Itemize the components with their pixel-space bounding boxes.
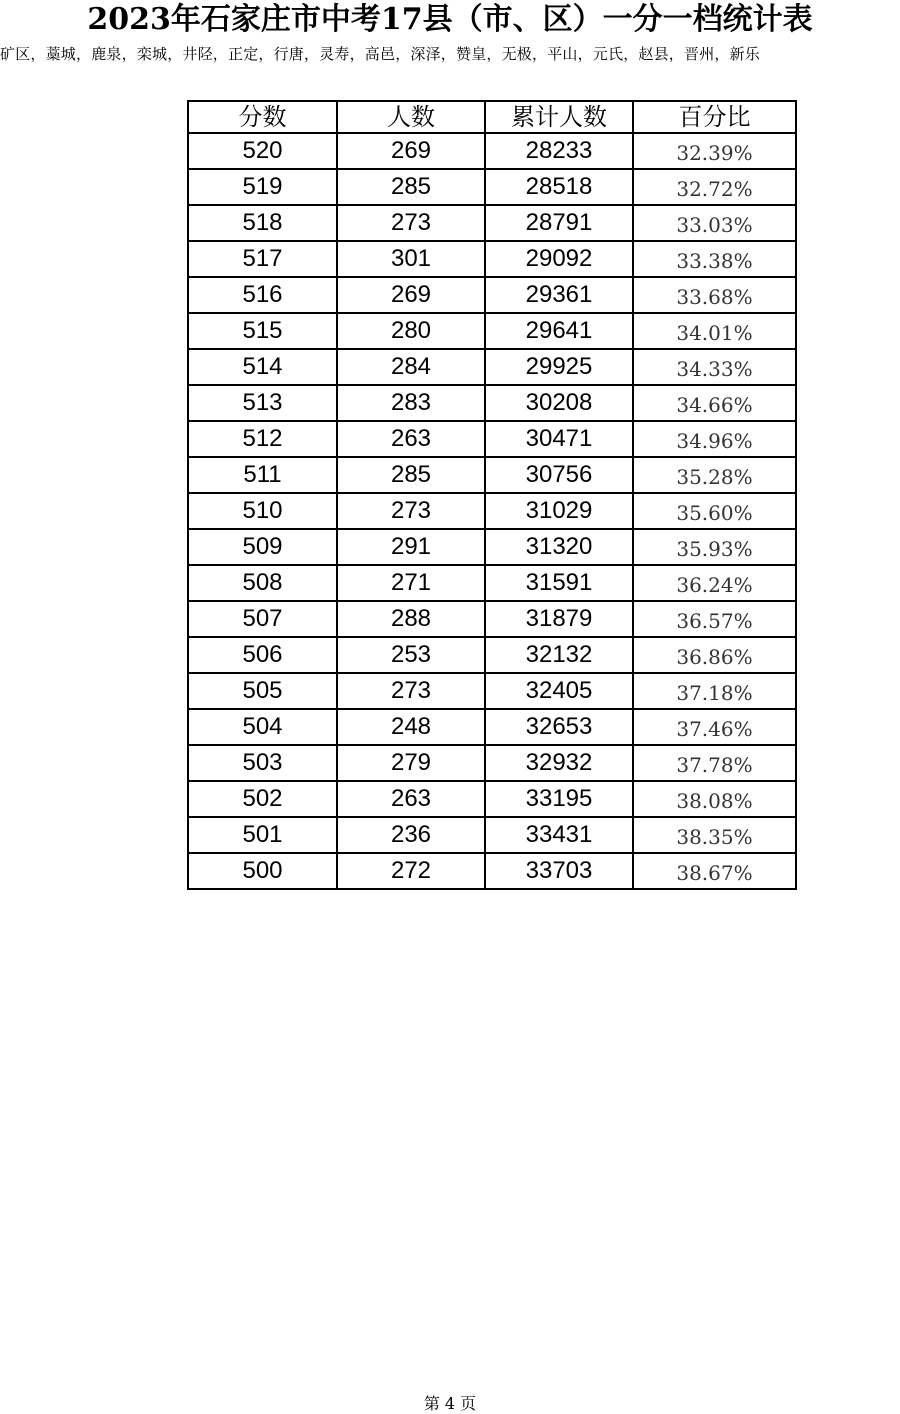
score-cell: 508 [188,565,337,601]
cumulative-cell: 31029 [485,493,633,529]
score-cell: 510 [188,493,337,529]
score-cell: 514 [188,349,337,385]
count-cell: 291 [337,529,485,565]
score-cell: 518 [188,205,337,241]
count-cell: 284 [337,349,485,385]
table-row [188,241,796,277]
count-cell: 301 [337,241,485,277]
table-row [188,709,796,745]
cumulative-cell: 33431 [485,817,633,853]
percent-cell: 33.68% [633,277,796,313]
count-cell: 273 [337,673,485,709]
score-cell: 503 [188,745,337,781]
cumulative-cell: 31320 [485,529,633,565]
cumulative-cell: 30471 [485,421,633,457]
percent-cell: 35.28% [633,457,796,493]
score-cell: 511 [188,457,337,493]
district-list: 矿区，藁城，鹿泉，栾城，井陉，正定，行唐，灵寿，高邑，深泽，赞皇，无极，平山，元氏，赵县，晋州，新乐 [0,45,761,63]
percent-cell: 34.66% [633,385,796,421]
cumulative-cell: 32653 [485,709,633,745]
score-cell: 506 [188,637,337,673]
cumulative-cell: 29361 [485,277,633,313]
cumulative-cell: 29092 [485,241,633,277]
percent-cell: 34.33% [633,349,796,385]
score-cell: 519 [188,169,337,205]
table-row [188,601,796,637]
cumulative-cell: 30756 [485,457,633,493]
count-cell: 285 [337,169,485,205]
percent-cell: 32.72% [633,169,796,205]
percent-cell: 36.57% [633,601,796,637]
count-cell: 280 [337,313,485,349]
table-row [188,277,796,313]
table-body [188,133,796,889]
cumulative-cell: 28518 [485,169,633,205]
cumulative-cell: 29641 [485,313,633,349]
table-row [188,781,796,817]
score-cell: 517 [188,241,337,277]
score-cell: 500 [188,853,337,889]
score-cell: 501 [188,817,337,853]
count-cell: 272 [337,853,485,889]
score-cell: 515 [188,313,337,349]
count-cell: 273 [337,493,485,529]
percent-cell: 36.86% [633,637,796,673]
page-title: 2023年石家庄市中考17县（市、区）一分一档统计表 [87,2,813,37]
table-row [188,421,796,457]
cumulative-cell: 28791 [485,205,633,241]
percent-cell: 36.24% [633,565,796,601]
count-cell: 263 [337,421,485,457]
percent-cell: 34.96% [633,421,796,457]
cumulative-cell: 32932 [485,745,633,781]
cumulative-cell: 32405 [485,673,633,709]
score-distribution-table [187,100,797,890]
header-count: 人数 [337,101,485,133]
count-cell: 283 [337,385,485,421]
score-cell: 520 [188,133,337,169]
table-row [188,169,796,205]
header-percent: 百分比 [633,101,796,133]
percent-cell: 37.78% [633,745,796,781]
count-cell: 271 [337,565,485,601]
count-cell: 269 [337,133,485,169]
cumulative-cell: 33195 [485,781,633,817]
table-row [188,745,796,781]
score-cell: 505 [188,673,337,709]
header-cumulative: 累计人数 [485,101,633,133]
percent-cell: 37.18% [633,673,796,709]
table-row [188,529,796,565]
percent-cell: 37.46% [633,709,796,745]
score-cell: 504 [188,709,337,745]
count-cell: 285 [337,457,485,493]
table-row [188,493,796,529]
table-row [188,349,796,385]
score-cell: 507 [188,601,337,637]
count-cell: 269 [337,277,485,313]
count-cell: 236 [337,817,485,853]
score-cell: 513 [188,385,337,421]
percent-cell: 34.01% [633,313,796,349]
percent-cell: 38.08% [633,781,796,817]
cumulative-cell: 32132 [485,637,633,673]
cumulative-cell: 31879 [485,601,633,637]
percent-cell: 38.67% [633,853,796,889]
page-number: 第 4 页 [423,1394,477,1413]
cumulative-cell: 29925 [485,349,633,385]
table-header-row [188,101,796,133]
count-cell: 263 [337,781,485,817]
table-row [188,133,796,169]
count-cell: 248 [337,709,485,745]
score-cell: 516 [188,277,337,313]
percent-cell: 33.03% [633,205,796,241]
percent-cell: 38.35% [633,817,796,853]
score-cell: 512 [188,421,337,457]
count-cell: 273 [337,205,485,241]
count-cell: 288 [337,601,485,637]
table-row [188,673,796,709]
header-score: 分数 [188,101,337,133]
percent-cell: 35.93% [633,529,796,565]
table-row [188,385,796,421]
count-cell: 253 [337,637,485,673]
table-row [188,457,796,493]
table-row [188,313,796,349]
count-cell: 279 [337,745,485,781]
score-cell: 502 [188,781,337,817]
table-row [188,205,796,241]
score-cell: 509 [188,529,337,565]
table-row [188,565,796,601]
table-row [188,853,796,889]
cumulative-cell: 30208 [485,385,633,421]
cumulative-cell: 31591 [485,565,633,601]
table-row [188,817,796,853]
percent-cell: 33.38% [633,241,796,277]
percent-cell: 32.39% [633,133,796,169]
percent-cell: 35.60% [633,493,796,529]
table-row [188,637,796,673]
cumulative-cell: 28233 [485,133,633,169]
cumulative-cell: 33703 [485,853,633,889]
